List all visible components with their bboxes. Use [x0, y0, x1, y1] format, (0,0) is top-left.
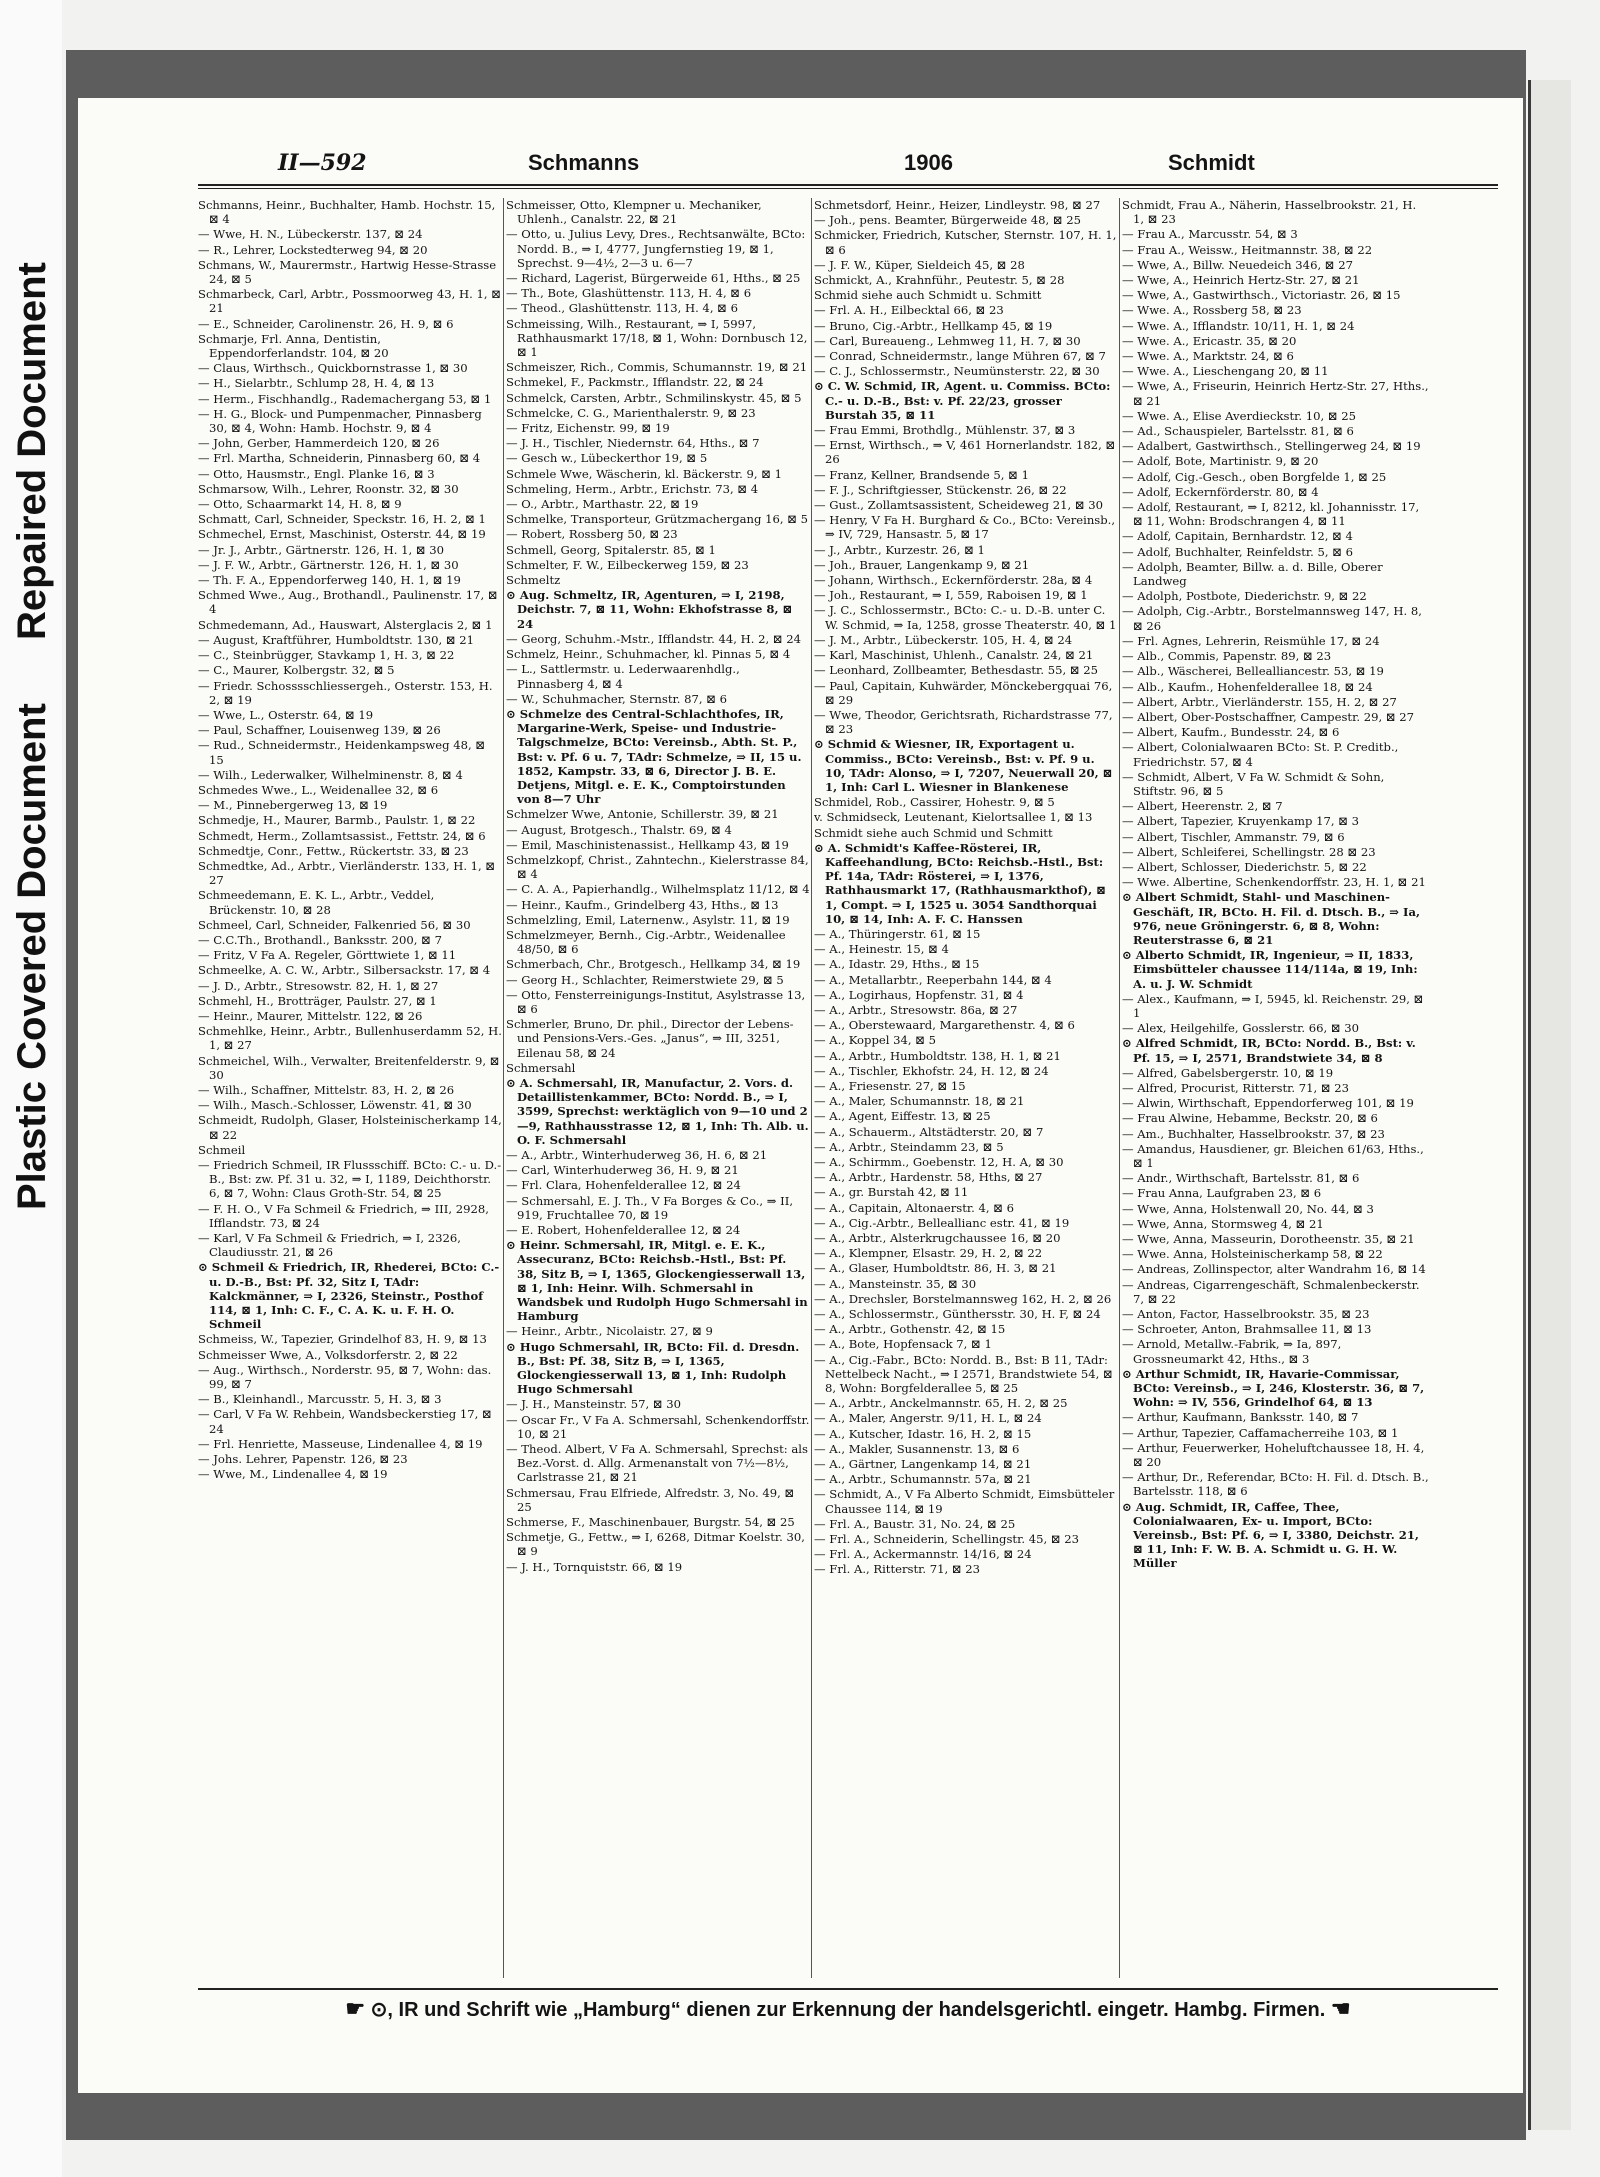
directory-entry: — Otto, Hausmstr., Engl. Planke 16, ⊠ 3: [198, 466, 435, 481]
directory-entry: — Arthur, Feuerwerker, Hoheluftchaussee 18, H. 4, ⊠ 20: [1122, 1440, 1425, 1470]
directory-entry: Schmelcke, C. G., Marienthalerstr. 9, ⊠ 23: [506, 405, 756, 420]
directory-entry: — Th., Bote, Glashüttenstr. 113, H. 4, ⊠ 6: [506, 286, 752, 301]
directory-entry: — Adolph, Postbote, Diederichstr. 9, ⊠ 22: [1122, 589, 1367, 604]
directory-entry: — A., Glaser, Humboldtstr. 86, H. 3, ⊠ 21: [814, 1261, 1057, 1276]
directory-entry: — A., Mansteinstr. 35, ⊠ 30: [814, 1276, 977, 1291]
directory-entry: Schmekel, F., Packmstr., Ifflandstr. 22, ⊠ 24: [506, 375, 764, 390]
directory-entry: — A., Arbtr., Hardenstr. 58, Hths, ⊠ 27: [814, 1170, 1043, 1185]
directory-entry: — Wwe. A., Rossberg 58, ⊠ 23: [1122, 303, 1302, 318]
directory-entry: — A., Metallarbtr., Reeperbahn 144, ⊠ 4: [814, 972, 1052, 987]
directory-entry: — Heinr., Kaufm., Grindelberg 43, Hths., ⊠ 13: [506, 897, 779, 912]
directory-entry: — Arthur, Dr., Referendar, BCto: H. Fil. d. Dtsch. B., Bartelsstr. 118, ⊠ 6: [1122, 1470, 1429, 1499]
directory-entry: — Fritz, Eichenstr. 99, ⊠ 19: [506, 421, 670, 436]
directory-entry: ⊙ Alfred Schmidt, IR, BCto: Nordd. B., Bst: v. Pf. 15, ⇒ I, 2571, Brandstwiete 34, ⊠ 8: [1122, 1036, 1416, 1065]
directory-entry: — F. H. O., V Fa Schmeil & Friedrich, ⇒ III, 2928, Ifflandstr. 73, ⊠ 24: [198, 1201, 489, 1230]
directory-entry: Schmelzer Wwe, Antonie, Schillerstr. 39, ⊠ 21: [506, 807, 779, 822]
directory-entry: Schmidel, Rob., Cassirer, Hohestr. 9, ⊠ 5: [814, 795, 1055, 810]
directory-entry: Schmatt, Carl, Schneider, Speckstr. 16, H. 2, ⊠ 1: [198, 512, 486, 527]
directory-entry: Schmeidt, Rudolph, Glaser, Holsteinischerkamp 14, ⊠ 22: [198, 1113, 502, 1142]
directory-entry: — Frl. A., Ritterstr. 71, ⊠ 23: [814, 1562, 981, 1577]
directory-entry: — Henry, V Fa H. Burghard & Co., BCto: Vereinsb., ⇒ IV, 729, Hansastr. 5, ⊠ 17: [814, 513, 1116, 542]
directory-entry: — A., Thüringerstr. 61, ⊠ 15: [814, 926, 981, 941]
directory-entry: — A., Friesenstr. 27, ⊠ 15: [814, 1078, 966, 1093]
directory-entry: — Frl. A. H., Eilbecktal 66, ⊠ 23: [814, 303, 1004, 318]
directory-entry: Schmehl, H., Brotträger, Paulstr. 27, ⊠ 1: [198, 993, 437, 1008]
directory-entry: Schmelke, Transporteur, Grützmachergang 16, ⊠ 5: [506, 512, 809, 527]
plastic-covered-label: Plastic Covered Document: [10, 703, 54, 1210]
directory-entry: ⊙ Aug. Schmeltz, IR, Agenturen, ⇒ I, 2198, Deichstr. 7, ⊠ 11, Wohn: Ekhofstrasse 8, ⊠ 24: [506, 588, 793, 631]
directory-entry: — Alex, Heilgehilfe, Gosslerstr. 66, ⊠ 30: [1122, 1021, 1359, 1036]
directory-entry: — Emil, Maschinistenassist., Hellkamp 43, ⊠ 19: [506, 837, 789, 852]
directory-entry: Schmedtje, Conr., Fettw., Rückertstr. 33, ⊠ 23: [198, 843, 469, 858]
directory-entry: Schmerse, F., Maschinenbauer, Burgstr. 54, ⊠ 25: [506, 1515, 795, 1530]
directory-entry: — A., Gärtner, Langenkamp 14, ⊠ 21: [814, 1457, 1032, 1472]
directory-entry: Schmedtke, Ad., Arbtr., Vierländerstr. 133, H. 1, ⊠ 27: [198, 858, 496, 888]
directory-entry: — A., Maler, Schumannstr. 18, ⊠ 21: [814, 1094, 1025, 1109]
directory-entry: — Albert, Tischler, Ammanstr. 79, ⊠ 6: [1122, 829, 1345, 844]
directory-entry: — C.C.Th., Brothandl., Banksstr. 200, ⊠ 7: [198, 932, 442, 947]
directory-entry: Schmeil: [198, 1142, 246, 1157]
directory-entry: — C., Maurer, Kolbergstr. 32, ⊠ 5: [198, 663, 395, 678]
repaired-document-label: Repaired Document: [10, 262, 54, 640]
pointing-hand-icon: ☚: [1330, 1996, 1351, 2021]
header-left-word: Schmanns: [528, 150, 640, 175]
directory-entry: — W., Schuhmacher, Sternstr. 87, ⊠ 6: [506, 691, 728, 706]
directory-entry: — Frl. Agnes, Lehrerin, Reismühle 17, ⊠ 24: [1122, 633, 1380, 648]
directory-entry: — Oscar Fr., V Fa A. Schmersahl, Schenkendorffstr. 10, ⊠ 21: [506, 1412, 810, 1441]
column-4: [1122, 198, 1430, 1983]
directory-entry: Schmehlke, Heinr., Arbtr., Bullenhuserdamm 52, H. 1, ⊠ 27: [198, 1024, 502, 1053]
directory-entry: — Frl. Clara, Hohenfelderallee 12, ⊠ 24: [506, 1178, 741, 1193]
directory-entry: — Rud., Schneidermstr., Heidenkampsweg 48, ⊠ 15: [198, 738, 486, 767]
directory-entry: — Claus, Wirthsch., Quickbornstrasse 1, ⊠ 30: [198, 361, 468, 376]
directory-entry: Schmetje, G., Fettw., ⇒ I, 6268, Ditmar Koelstr. 30, ⊠ 9: [506, 1530, 805, 1559]
directory-entry: Schmeedemann, E. K. L., Arbtr., Veddel, Brückenstr. 10, ⊠ 28: [198, 888, 435, 917]
directory-entry: — C. A. A., Papierhandlg., Wilhelmsplatz 11/12, ⊠ 4: [506, 882, 810, 897]
directory-entry: — Georg, Schuhm.-Mstr., Ifflandstr. 44, H. 2, ⊠ 24: [506, 631, 802, 646]
directory-entry: Schmeel, Carl, Schneider, Falkenried 56, ⊠ 30: [198, 917, 471, 932]
directory-entry: — F. J., Schriftgiesser, Stückenstr. 26, ⊠ 22: [814, 482, 1067, 497]
directory-entry: — Adolf, Eckernförderstr. 80, ⊠ 4: [1122, 484, 1319, 499]
directory-entry: — Frl. A., Schneiderin, Schellingstr. 45, ⊠ 23: [814, 1532, 1079, 1547]
directory-entry: — Albert, Ober-Postschaffner, Campestr. 29, ⊠ 27: [1122, 709, 1414, 724]
footer-rule: [198, 1988, 1498, 1990]
directory-entry: — Bruno, Cig.-Arbtr., Hellkamp 45, ⊠ 19: [814, 318, 1053, 333]
directory-entry: — A., Klempner, Elsastr. 29, H. 2, ⊠ 22: [814, 1246, 1043, 1261]
directory-entry: — Wwe. A., Ericastr. 35, ⊠ 20: [1122, 333, 1297, 348]
directory-entry: — Wwe, Anna, Stormsweg 4, ⊠ 21: [1122, 1216, 1324, 1231]
directory-entry: — A., Bote, Hopfensack 7, ⊠ 1: [814, 1337, 992, 1352]
directory-entry: — H. G., Block- und Pumpenmacher, Pinnasberg 30, ⊠ 4, Wohn: Hamb. Hochstr. 9, ⊠ 4: [198, 406, 482, 436]
directory-entry: — Richard, Lagerist, Bürgerweide 61, Hths., ⊠ 25: [506, 271, 801, 286]
directory-entry: — J. F. W., Küper, Sieldeich 45, ⊠ 28: [814, 257, 1025, 272]
directory-entry: — Adolf, Restaurant, ⇒ I, 8212, kl. Johannisstr. 17, ⊠ 11, Wohn: Brodschrangen 4, ⊠ 11: [1122, 500, 1420, 529]
directory-entry: — Carl, Winterhuderweg 36, H. 9, ⊠ 21: [506, 1163, 739, 1178]
directory-entry: — A., Maler, Angerstr. 9/11, H. L, ⊠ 24: [814, 1411, 1042, 1426]
directory-entry: — Joh., Restaurant, ⇒ I, 559, Raboisen 19, ⊠ 1: [814, 588, 1088, 603]
page-header: [198, 150, 1498, 186]
directory-entry: — Fritz, V Fa A. Regeler, Görttwiete 1, ⊠ 11: [198, 948, 457, 963]
directory-entry: — August, Kraftführer, Humboldtstr. 130, ⊠ 21: [198, 632, 474, 647]
directory-entry: — August, Brotgesch., Thalstr. 69, ⊠ 4: [506, 822, 732, 837]
directory-entry: — Wwe, A., Billw. Neuedeich 346, ⊠ 27: [1122, 257, 1353, 272]
directory-entry: — A., Schirmm., Goebenstr. 12, H. A, ⊠ 30: [814, 1155, 1064, 1169]
directory-entry: — A., Agent, Eiffestr. 13, ⊠ 25: [814, 1109, 991, 1124]
directory-entry: — J. F. W., Arbtr., Gärtnerstr. 126, H. 1, ⊠ 30: [198, 557, 459, 572]
directory-entry: — A., Idastr. 29, Hths., ⊠ 15: [814, 957, 980, 972]
directory-entry: — Albert, Arbtr., Vierländerstr. 155, H. 2, ⊠ 27: [1122, 694, 1397, 709]
directory-entry: — Th. F. A., Eppendorferweg 140, H. 1, ⊠ 19: [198, 573, 461, 588]
directory-entry: — Gesch w., Lübeckerthor 19, ⊠ 5: [506, 451, 708, 466]
directory-entry: — Heinr., Maurer, Mittelstr. 122, ⊠ 26: [198, 1008, 423, 1023]
directory-entry: — Arnold, Metallw.-Fabrik, ⇒ Ia, 897, Grossneumarkt 42, Hths., ⊠ 3: [1122, 1337, 1342, 1366]
directory-entry: — C., Steinbrügger, Stavkamp 1, H. 3, ⊠ 22: [198, 648, 455, 663]
directory-entry: — Andreas, Cigarrengeschäft, Schmalenbeckerstr. 7, ⊠ 22: [1122, 1277, 1420, 1306]
directory-entry: — Schmidt, Albert, V Fa W. Schmidt & Sohn, Stiftstr. 96, ⊠ 5: [1122, 769, 1385, 798]
directory-entry: — Otto, Fensterreinigungs-Institut, Asylstrasse 13, ⊠ 6: [506, 987, 806, 1016]
directory-entry: — Wwe, Anna, Holstenwall 20, No. 44, ⊠ 3: [1122, 1201, 1374, 1216]
directory-entry: — Andreas, Zollinspector, alter Wandrahm 16, ⊠ 14: [1122, 1262, 1426, 1277]
directory-entry: — Adolph, Cig.-Arbtr., Borstelmannsweg 147, H. 8, ⊠ 26: [1122, 604, 1422, 633]
header-right-word: Schmidt: [1168, 150, 1255, 175]
header-year: 1906: [904, 150, 953, 175]
directory-entry: — Otto, Schaarmarkt 14, H. 8, ⊠ 9: [198, 497, 402, 512]
directory-entry: — Wilh., Lederwalker, Wilhelminenstr. 8, ⊠ 4: [198, 767, 463, 782]
directory-entry: — Andr., Wirthschaft, Bartelsstr. 81, ⊠ 6: [1122, 1171, 1360, 1186]
directory-entry: Schmans, W., Maurermstr., Hartwig Hesse-Strasse 24, ⊠ 5: [198, 257, 497, 287]
directory-entry: Schmell, Georg, Spitalerstr. 85, ⊠ 1: [506, 542, 716, 557]
directory-entry: — Carl, Bureaueng., Lehmweg 11, H. 7, ⊠ 30: [814, 333, 1081, 348]
directory-entry: — Heinr., Arbtr., Nicolaistr. 27, ⊠ 9: [506, 1324, 713, 1339]
directory-entry: — J. H., Mansteinstr. 57, ⊠ 30: [506, 1397, 681, 1412]
directory-entry: Schmeisser Wwe, A., Volksdorferstr. 2, ⊠ 22: [198, 1347, 458, 1362]
directory-entry: Schmedes Wwe., L., Weidenallee 32, ⊠ 6: [198, 782, 439, 797]
directory-entry: — Gust., Zollamtsassistent, Scheideweg 21, ⊠ 30: [814, 498, 1104, 513]
directory-entry: — A., Arbtr., Winterhuderweg 36, H. 6, ⊠ 21: [506, 1148, 768, 1162]
directory-entry: — Frau A., Marcusstr. 54, ⊠ 3: [1122, 227, 1298, 242]
directory-entry: Schmidt, Frau A., Näherin, Hasselbrookstr. 21, H. 1, ⊠ 23: [1122, 198, 1417, 227]
directory-entry: Schmelter, F. W., Eilbeckerweg 159, ⊠ 23: [506, 557, 749, 572]
directory-entry: Schmeissing, Wilh., Restaurant, ⇒ I, 5997, Rathhausmarkt 17/18, ⊠ 1, Wohn: Dornbusch 12, ⊠ 1: [506, 316, 808, 360]
directory-entry: — Robert, Rossberg 50, ⊠ 23: [506, 527, 678, 542]
page-number: II—592: [278, 150, 367, 176]
directory-entry: — Aug., Wirthsch., Norderstr. 95, ⊠ 7, Wohn: das. 99, ⊠ 7: [198, 1362, 492, 1392]
directory-entry: ⊙ Schmelze des Central-Schlachthofes, IR, Margarine-Werk, Speise- und Industrie-Talgschmelze, BCto: Vereinsb., Abth. St. P., Bst: v. Pf. 6 u. 7, TAdr: Schmelze, ⇒ II, 15 u. 1852, Kampstr. 33, ⊠ 6, Director J. B. E. Detjens, Mitgl. e. E. K., Comptoirstunden von 8—7 Uhr: [506, 706, 802, 807]
directory-entry: — A., Arbtr., Humboldtstr. 138, H. 1, ⊠ 21: [814, 1048, 1061, 1063]
directory-entry: — Wwe, H. N., Lübeckerstr. 137, ⊠ 24: [198, 227, 423, 242]
directory-entry: Schmeisser, Otto, Klempner u. Mechaniker, Uhlenh., Canalstr. 22, ⊠ 21: [506, 198, 762, 227]
directory-entry: — A., gr. Burstah 42, ⊠ 11: [814, 1185, 969, 1200]
directory-entry: Schmerler, Bruno, Dr. phil., Director der Lebens- und Pensions-Vers.-Ges. „Janus“, ⇒ III, 3251, Eilenau 58, ⊠ 24: [506, 1017, 794, 1060]
directory-entry: — Albert, Schleiferei, Schellingstr. 28 ⊠ 23: [1122, 844, 1376, 859]
directory-entry: — Wwe. Anna, Holsteinischerkamp 58, ⊠ 22: [1122, 1247, 1383, 1262]
directory-entry: — Amandus, Hausdiener, gr. Bleichen 61/63, Hths., ⊠ 1: [1122, 1141, 1424, 1170]
directory-entry: — Schroeter, Anton, Brahmsallee 11, ⊠ 13: [1122, 1322, 1372, 1337]
directory-entry: Schmelzkopf, Christ., Zahntechn., Kielerstrasse 84, ⊠ 4: [506, 852, 809, 882]
column-divider: [1119, 198, 1120, 1978]
directory-entry: — J. D., Arbtr., Stresowstr. 82, H. 1, ⊠ 27: [198, 978, 439, 993]
directory-entry: Schmed Wwe., Aug., Brothandl., Paulinenstr. 17, ⊠ 4: [198, 588, 498, 617]
directory-entry: — Herm., Fischhandlg., Rademachergang 53, ⊠ 1: [198, 391, 492, 406]
directory-entry: — O., Arbtr., Marthastr. 22, ⊠ 19: [506, 497, 699, 512]
directory-entry: — Wwe. A., Lieschengang 20, ⊠ 11: [1122, 364, 1329, 379]
directory-entry: — Albert, Schlosser, Diederichstr. 5, ⊠ 22: [1122, 859, 1367, 874]
directory-entry: — J. M., Arbtr., Lübeckerstr. 105, H. 4, ⊠ 24: [814, 632, 1073, 647]
directory-entry: — A., Arbtr., Anckelmannstr. 65, H. 2, ⊠ 25: [814, 1396, 1068, 1411]
directory-entry: ⊙ Schmeil & Friedrich, IR, Rhederei, BCto: C.- u. D.-B., Bst: Pf. 32, Sitz I, TAdr: Kalckmänner, ⇒ I, 2326, Steinstr., Posthof 114, ⊠ 1, Inh: C. F., C. A. K. u. F. H. O. Schmeil: [198, 1260, 500, 1332]
directory-entry: — Adolf, Buchhalter, Reinfeldstr. 5, ⊠ 6: [1122, 544, 1354, 559]
directory-entry: Schmarje, Frl. Anna, Dentistin, Eppendorferlandstr. 104, ⊠ 20: [198, 331, 389, 361]
directory-entry: — Alfred, Gabelsbergerstr. 10, ⊠ 19: [1122, 1065, 1334, 1080]
directory-entry: — J. H., Tischler, Niedernstr. 64, Hths., ⊠ 7: [506, 436, 760, 451]
directory-entry: Schmechel, Ernst, Maschinist, Osterstr. 44, ⊠ 19: [198, 527, 486, 542]
directory-entry: — Albert, Colonialwaaren BCto: St. P. Creditb., Friedrichstr. 57, ⊠ 4: [1122, 740, 1399, 769]
column-divider: [503, 198, 504, 1978]
directory-entry: — Anton, Factor, Hasselbrookstr. 35, ⊠ 23: [1122, 1307, 1370, 1322]
directory-entry: — A., Koppel 34, ⊠ 5: [814, 1033, 937, 1048]
directory-entry: — A., Heinestr. 15, ⊠ 4: [814, 942, 949, 957]
directory-entry: — Alex., Kaufmann, ⇒ I, 5945, kl. Reichenstr. 29, ⊠ 1: [1122, 991, 1424, 1020]
directory-entry: — Wwe. A., Ifflandstr. 10/11, H. 1, ⊠ 24: [1122, 318, 1355, 333]
directory-entry: — Frau Alwine, Hebamme, Beckstr. 20, ⊠ 6: [1122, 1111, 1378, 1126]
directory-entry: — Frl. Martha, Schneiderin, Pinnasberg 60, ⊠ 4: [198, 451, 481, 466]
directory-entry: — Albert, Tapezier, Kruyenkamp 17, ⊠ 3: [1122, 814, 1360, 829]
directory-entry: — Paul, Schaffner, Louisenweg 139, ⊠ 26: [198, 723, 441, 738]
directory-entry: Schmelzmeyer, Bernh., Cig.-Arbtr., Weidenallee 48/50, ⊠ 6: [506, 927, 786, 957]
directory-entry: — Adolph, Beamter, Billw. a. d. Bille, Oberer Landweg: [1122, 559, 1383, 589]
directory-entry: — A., Arbtr., Schumannstr. 57a, ⊠ 21: [814, 1472, 1032, 1487]
directory-entry: ⊙ A. Schmidt's Kaffee-Rösterei, IR, Kaffeehandlung, BCto: Reichsb.-Hstl., Bst: Pf. 14a, TAdr: Rösterei, ⇒ I, 1376, Rathhausmarkt 17, (Rathhausmarkthof), ⊠ 1, Compt. ⇒ I, 1525 u. 3054 Sandthorquai 10, ⊠ 14, Inh: A. F. C. Hanssen: [814, 840, 1106, 926]
directory-entry: Schmedje, H., Maurer, Barmb., Paulstr. 1, ⊠ 22: [198, 813, 476, 828]
directory-entry: ⊙ Aug. Schmidt, IR, Caffee, Thee, Colonialwaaren, Ex- u. Import, BCto: Vereinsb., Bst: Pf. 6, ⇒ I, 3380, Deichstr. 21, ⊠ 11, Inh: F. W. B. A. Schmidt u. G. H. W. Müller: [1122, 1499, 1419, 1571]
directory-entry: — Theod. Albert, V Fa A. Schmersahl, Sprechst: als Bez.-Vorst. d. Allg. Armenanstalt von 7½—8½, Carlstrasse 21, ⊠ 21: [506, 1442, 808, 1485]
directory-entry: — A., Schauerm., Altstädterstr. 20, ⊠ 7: [814, 1124, 1044, 1139]
directory-entry: Schmele Wwe, Wäscherin, kl. Bäckerstr. 9, ⊠ 1: [506, 466, 782, 481]
directory-entry: ⊙ Heinr. Schmersahl, IR, Mitgl. e. E. K., Assecuranz, BCto: Reichsb.-Hstl., Bst: Pf. 38, Sitz B, ⇒ I, 1365, Glockengiesserwall 13, ⊠ 1, Inh: Heinr. Wilh. Schmersahl in Wandsbek und Rudolph Hugo Schmersahl in Hamburg: [506, 1238, 808, 1324]
directory-entry: — Adolf, Capitain, Bernhardstr. 12, ⊠ 4: [1122, 529, 1353, 544]
directory-entry: — A., Schlossermstr., Günthersstr. 30, H. F, ⊠ 24: [814, 1307, 1101, 1322]
directory-entry: — Alb., Wäscherei, Bellealliancestr. 53, ⊠ 19: [1122, 664, 1384, 679]
directory-entry: — Wwe. Albertine, Schenkendorffstr. 23, H. 1, ⊠ 21: [1122, 875, 1426, 890]
directory-entry: — Wwe, A., Gastwirthsch., Victoriastr. 26, ⊠ 15: [1122, 288, 1401, 303]
directory-entry: — Carl, V Fa W. Rehbein, Wandsbeckerstieg 17, ⊠ 24: [198, 1407, 492, 1436]
directory-entry: — Friedr. Schosssschliessergeh., Osterstr. 153, H. 2, ⊠ 19: [198, 678, 493, 707]
directory-entry: Schmickt, A., Krahnführ., Peutestr. 5, ⊠ 28: [814, 273, 1065, 288]
directory-entry: — A., Logirhaus, Hopfenstr. 31, ⊠ 4: [814, 987, 1024, 1002]
directory-entry: — Schmersahl, E. J. Th., V Fa Borges & Co., ⇒ II, 919, Fruchtallee 70, ⊠ 19: [506, 1193, 794, 1222]
directory-entry: — L., Sattlermstr. u. Lederwaarenhdlg., Pinnasberg 4, ⊠ 4: [506, 662, 740, 691]
directory-entry: Schmersahl: [506, 1060, 576, 1075]
directory-entry: — Am., Buchhalter, Hasselbrookstr. 37, ⊠ 23: [1122, 1126, 1385, 1141]
directory-entry: v. Schmidseck, Leutenant, Kielortsallee 1, ⊠ 13: [814, 810, 1093, 825]
directory-entry: — A., Oberstewaard, Margarethenstr. 4, ⊠ 6: [814, 1018, 1075, 1033]
directory-entry: — Frl. A., Ackermannstr. 14/16, ⊠ 24: [814, 1547, 1032, 1562]
directory-entry: — Wwe, M., Lindenallee 4, ⊠ 19: [198, 1467, 388, 1482]
directory-entry: — H., Sielarbtr., Schlump 28, H. 4, ⊠ 13: [198, 376, 435, 391]
directory-entry: — R., Lehrer, Lockstedterweg 94, ⊠ 20: [198, 242, 428, 257]
directory-entry: Schmelck, Carsten, Arbtr., Schmilinskystr. 45, ⊠ 5: [506, 390, 802, 405]
directory-entry: — Leonhard, Zollbeamter, Bethesdastr. 55, ⊠ 25: [814, 663, 1098, 678]
directory-entry: — C. J., Schlossermstr., Neumünsterstr. 22, ⊠ 30: [814, 364, 1100, 379]
directory-entry: Schmanns, Heinr., Buchhalter, Hamb. Hochstr. 15, ⊠ 4: [198, 198, 496, 227]
directory-entry: — Frl. Henriette, Masseuse, Lindenallee 4, ⊠ 19: [198, 1436, 483, 1451]
header-rule: [198, 184, 1498, 186]
directory-entry: — Frl. A., Baustr. 31, No. 24, ⊠ 25: [814, 1516, 1016, 1531]
directory-entry: — Schmidt, A., V Fa Alberto Schmidt, Eimsbütteler Chaussee 114, ⊠ 19: [814, 1487, 1115, 1516]
directory-entry: — Johann, Wirthsch., Eckernförderstr. 28a, ⊠ 4: [814, 573, 1093, 588]
directory-entry: Schmarsow, Wilh., Lehrer, Roonstr. 32, ⊠ 30: [198, 481, 459, 496]
directory-entry: — John, Gerber, Hammerdeich 120, ⊠ 26: [198, 436, 440, 451]
directory-entry: — Wwe, Theodor, Gerichtsrath, Richardstrasse 77, ⊠ 23: [814, 707, 1113, 737]
directory-entry: — Wwe, A., Friseurin, Heinrich Hertz-Str. 27, Hths., ⊠ 21: [1122, 379, 1429, 408]
directory-entry: — Arthur, Kaufmann, Banksstr. 140, ⊠ 7: [1122, 1410, 1359, 1425]
directory-entry: — Frau A., Weissw., Heitmannstr. 38, ⊠ 22: [1122, 242, 1373, 257]
directory-entry: — J., Arbtr., Kurzestr. 26, ⊠ 1: [814, 542, 985, 557]
directory-entry: Schmetsdorf, Heinr., Heizer, Lindleystr. 98, ⊠ 27: [814, 198, 1101, 212]
directory-entry: Schmeltz: [506, 573, 561, 588]
directory-entry: — Alb., Commis, Papenstr. 89, ⊠ 23: [1122, 649, 1332, 664]
directory-entry: — Karl, Maschinist, Uhlenh., Canalstr. 24, ⊠ 21: [814, 648, 1094, 663]
directory-entry: Schmeichel, Wilh., Verwalter, Breitenfelderstr. 9, ⊠ 30: [198, 1053, 500, 1082]
directory-entry: Schmerbach, Chr., Brotgesch., Hellkamp 34, ⊠ 19: [506, 957, 801, 972]
directory-entry: — Wilh., Schaffner, Mittelstr. 83, H. 2, ⊠ 26: [198, 1082, 455, 1097]
directory-entry: Schmeelke, A. C. W., Arbtr., Silbersackstr. 17, ⊠ 4: [198, 963, 491, 978]
directory-entry: — A., Arbtr., Alsterkrugchaussee 16, ⊠ 20: [814, 1231, 1061, 1246]
directory-entry: — Ad., Schauspieler, Bartelsstr. 81, ⊠ 6: [1122, 424, 1354, 439]
directory-entry: Schmeiss, W., Tapezier, Grindelhof 83, H. 9, ⊠ 13: [198, 1332, 487, 1347]
directory-entry: — Wwe. A., Elise Averdieckstr. 10, ⊠ 25: [1122, 408, 1357, 423]
directory-entry: — Albert, Kaufm., Bundesstr. 24, ⊠ 6: [1122, 725, 1340, 740]
side-strip: [0, 0, 62, 2177]
directory-entry: — A., Capitain, Altonaerstr. 4, ⊠ 6: [814, 1200, 1015, 1215]
directory-entry: ⊙ Hugo Schmersahl, IR, BCto: Fil. d. Dresdn. B., Bst: Pf. 38, Sitz B, ⇒ I, 1365, Glockengiesserwall 13, ⊠ 1, Inh: Rudolph Hugo Schmersahl: [506, 1339, 800, 1397]
directory-entry: — Arthur, Tapezier, Caffamacherreihe 103, ⊠ 1: [1122, 1425, 1399, 1440]
directory-entry: — Wwe, Anna, Masseurin, Dorotheenstr. 35, ⊠ 21: [1122, 1232, 1415, 1247]
directory-entry: Schmeling, Herm., Arbtr., Erichstr. 73, ⊠ 4: [506, 481, 759, 496]
directory-entry: — A., Cig.-Fabr., BCto: Nordd. B., Bst: B 11, TAdr: Nettelbeck Nacht., ⇒ I 2571, Brandstwiete 54, ⊠ 8, Wohn: Borgfelderallee 5, ⊠ 25: [814, 1352, 1113, 1396]
directory-entry: — Alwin, Wirthschaft, Eppendorferweg 101, ⊠ 19: [1122, 1096, 1414, 1111]
directory-entry: ⊙ A. Schmersahl, IR, Manufactur, 2. Vors. d. Detaillistenkammer, BCto: Nordd. B., ⇒ I, 3599, Sprechst: werktäglich von 9—10 und 2—9, Rathhausstrasse 12, ⊠ 1, Inh: Th. Alb. u. O. F. Schmersahl: [506, 1075, 809, 1147]
pointing-hand-icon: ☛: [345, 1996, 366, 2021]
directory-entry: Schmelz, Heinr., Schuhmacher, kl. Pinnas 5, ⊠ 4: [506, 647, 791, 662]
column-divider: [811, 198, 812, 1978]
directory-entry: ⊙ Schmid & Wiesner, IR, Exportagent u. Commiss., BCto: Vereinsb., Bst: v. Pf. 9 u. 10, TAdr: Alonso, ⇒ I, 7207, Neuerwall 20, ⊠ 1, Inh: Carl L. Wiesner in Blankenese: [814, 737, 1113, 794]
directory-entry: — B., Kleinhandl., Marcusstr. 5, H. 3, ⊠ 3: [198, 1392, 442, 1407]
directory-entry: — Wwe. A., Marktstr. 24, ⊠ 6: [1122, 349, 1294, 364]
directory-entry: — Wwe, A., Heinrich Hertz-Str. 27, ⊠ 21: [1122, 273, 1360, 288]
column-3: [814, 198, 1118, 1983]
footer-text: ⊙, IR und Schrift wie „Hamburg“ dienen zur Erkennung der handelsgerichtl. eingetr. Hambg. Firmen.: [370, 1999, 1326, 2021]
directory-entry: — J. C., Schlossermstr., BCto: C.- u. D.-B. unter C. W. Schmid, ⇒ Ia, 1258, grosse Theaterstr. 40, ⊠ 1: [814, 603, 1117, 632]
directory-page: [78, 98, 1523, 2093]
directory-entry: — E. Robert, Hohenfelderallee 12, ⊠ 24: [506, 1223, 741, 1238]
directory-entry: — Theod., Glashüttenstr. 113, H. 4, ⊠ 6: [506, 301, 738, 316]
directory-entry: — Albert, Heerenstr. 2, ⊠ 7: [1122, 799, 1283, 814]
directory-entry: ⊙ C. W. Schmid, IR, Agent. u. Commiss. BCto: C.- u. D.-B., Bst: v. Pf. 22/23, grosser Burstah 35, ⊠ 11: [814, 379, 1111, 422]
directory-entry: — Adalbert, Gastwirthsch., Stellingerweg 24, ⊠ 19: [1122, 439, 1421, 454]
directory-entry: — Wwe, L., Osterstr. 64, ⊠ 19: [198, 707, 374, 722]
directory-entry: — Frau Anna, Laufgraben 23, ⊠ 6: [1122, 1186, 1322, 1201]
directory-entry: — M., Pinnebergerweg 13, ⊠ 19: [198, 798, 388, 813]
directory-entry: — A., Tischler, Ekhofstr. 24, H. 12, ⊠ 24: [814, 1063, 1049, 1078]
directory-entry: — Wilh., Masch.-Schlosser, Löwenstr. 41, ⊠ 30: [198, 1098, 472, 1113]
directory-entry: — Adolf, Bote, Martinistr. 9, ⊠ 20: [1122, 454, 1319, 469]
directory-entry: Schmidt siehe auch Schmid und Schmitt: [814, 825, 1053, 840]
directory-entry: Schmarbeck, Carl, Arbtr., Possmoorweg 43, H. 1, ⊠ 21: [198, 287, 501, 316]
directory-entry: — Ernst, Wirthsch., ⇒ V, 461 Hornerlandstr. 182, ⊠ 26: [814, 438, 1116, 467]
directory-entry: — E., Schneider, Carolinenstr. 26, H. 9, ⊠ 6: [198, 316, 454, 331]
directory-entry: Schmeiszer, Rich., Commis, Schumannstr. 19, ⊠ 21: [506, 360, 808, 375]
directory-entry: — Otto, u. Julius Levy, Dres., Rechtsanwälte, BCto: Nordd. B., ⇒ I, 4777, Jungfernstieg 19, ⊠ 1, Sprechst. 9—4½, 2—3 u. 6—7: [506, 227, 806, 270]
directory-entry: — Adolf, Cig.-Gesch., oben Borgfelde 1, ⊠ 25: [1122, 469, 1387, 484]
directory-entry: — Friedrich Schmeil, IR Flussschiff. BCto: C.- u. D.-B., Bst: zw. Pf. 31 u. 32, ⇒ I, 1189, Deichthorstr. 6, ⊠ 7, Wohn: Claus Groth-Str. 54, ⊠ 25: [198, 1158, 502, 1201]
directory-entry: — J. H., Tornquiststr. 66, ⊠ 19: [506, 1559, 683, 1574]
directory-entry: Schmedt, Herm., Zollamtsassist., Fettstr. 24, ⊠ 6: [198, 828, 486, 843]
directory-entry: — A., Arbtr., Stresowstr. 86a, ⊠ 27: [814, 1002, 1018, 1017]
directory-entry: — A., Arbtr., Gothenstr. 42, ⊠ 15: [814, 1322, 1006, 1337]
directory-entry: — Alb., Kaufm., Hohenfelderallee 18, ⊠ 24: [1122, 679, 1373, 694]
directory-entry: Schmicker, Friedrich, Kutscher, Sternstr. 107, H. 1, ⊠ 6: [814, 228, 1117, 257]
directory-entry: Schmedemann, Ad., Hauswart, Alsterglacis 2, ⊠ 1: [198, 617, 493, 632]
directory-entry: Schmid siehe auch Schmidt u. Schmitt: [814, 288, 1042, 303]
directory-entry: — A., Kutscher, Idastr. 16, H. 2, ⊠ 15: [814, 1426, 1032, 1441]
directory-entry: — Georg H., Schlachter, Reimerstwiete 29, ⊠ 5: [506, 972, 784, 987]
header-rule-thin: [198, 188, 1498, 189]
directory-entry: — Johs. Lehrer, Papenstr. 126, ⊠ 23: [198, 1452, 408, 1467]
directory-entry: — Alfred, Procurist, Ritterstr. 71, ⊠ 23: [1122, 1080, 1350, 1095]
directory-entry: Schmelzling, Emil, Laternenw., Asylstr. 11, ⊠ 19: [506, 912, 790, 927]
directory-entry: — Jr. J., Arbtr., Gärtnerstr. 126, H. 1, ⊠ 30: [198, 542, 445, 557]
footer-note: [198, 1996, 1498, 2022]
directory-entry: ⊙ Albert Schmidt, Stahl- und Maschinen-Geschäft, IR, BCto. H. Fil. d. Dtsch. B., ⇒ Ia, 976, neue Gröningerstr. 6, ⊠ 8, Wohn: Reuterstrasse 6, ⊠ 21: [1122, 890, 1420, 947]
directory-entry: — Franz, Kellner, Brandsende 5, ⊠ 1: [814, 467, 1029, 482]
column-2: [506, 198, 810, 1983]
next-page-edge: [1528, 80, 1571, 2130]
directory-entry: — A., Makler, Susannenstr. 13, ⊠ 6: [814, 1441, 1020, 1456]
directory-entry: — A., Drechsler, Borstelmannsweg 162, H. 2, ⊠ 26: [814, 1291, 1112, 1306]
column-1: [198, 198, 502, 1983]
directory-entry: ⊙ Arthur Schmidt, IR, Havarie-Commissar, BCto: Vereinsb., ⇒ I, 246, Klosterstr. 36, ⊠ 7, Wohn: ⇒ IV, 556, Grindelhof 64, ⊠ 13: [1122, 1366, 1425, 1410]
directory-entry: — A., Cig.-Arbtr., Belleallianc estr. 41, ⊠ 19: [814, 1215, 1070, 1230]
directory-entry: ⊙ Alberto Schmidt, IR, Ingenieur, ⇒ II, 1833, Eimsbütteler chaussee 114/114a, ⊠ 19, Inh: A. u. J. W. Schmidt: [1122, 948, 1418, 991]
directory-entry: — A., Arbtr., Steindamm 23, ⊠ 5: [814, 1139, 1004, 1154]
directory-entry: — Frau Emmi, Brothdlg., Mühlenstr. 37, ⊠ 3: [814, 423, 1076, 438]
directory-entry: Schmersau, Frau Elfriede, Alfredstr. 3, No. 49, ⊠ 25: [506, 1485, 795, 1514]
directory-entry: — Conrad, Schneidermstr., lange Mühren 67, ⊠ 7: [814, 349, 1106, 364]
directory-entry: — Karl, V Fa Schmeil & Friedrich, ⇒ I, 2326, Claudiusstr. 21, ⊠ 26: [198, 1231, 461, 1260]
directory-entry: — Paul, Capitain, Kuhwärder, Mönckebergquai 76, ⊠ 29: [814, 678, 1113, 707]
directory-entry: — Joh., pens. Beamter, Bürgerweide 48, ⊠ 25: [814, 213, 1082, 228]
directory-entry: — Joh., Brauer, Langenkamp 9, ⊠ 21: [814, 557, 1030, 572]
